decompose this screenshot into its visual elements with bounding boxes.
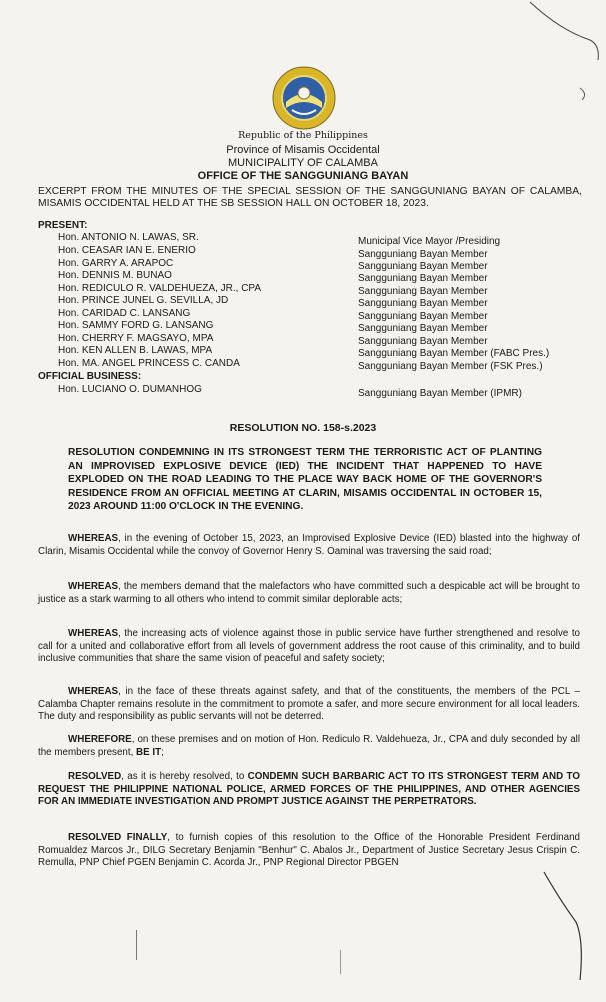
paragraph-text: , the increasing acts of violence against those in public service have further strengthened and resolve to call for a united and collaborative effort from all levels of government address the root cause of this criminality, and to build inclusive communities that share the same vision of peaceful and safety society; xyxy=(38,628,580,664)
paragraph-text: , in the evening of October 15, 2023, an Improvised Explosive Device (IED) blasted into the highway of Clarin, Misamis Occidental while the convoy of Governor Henry S. Oaminal was traversing the said road; xyxy=(38,533,580,557)
member-name: Hon. DENNIS M. BUNAO xyxy=(58,270,172,281)
member-name: Hon. LUCIANO O. DUMANHOG xyxy=(58,384,202,395)
whereas-paragraph xyxy=(38,628,580,666)
whereas-paragraph xyxy=(38,581,580,606)
office-line: OFFICE OF THE SANGGUNIANG BAYAN xyxy=(197,170,409,182)
whereas-paragraph xyxy=(38,686,580,724)
municipality-line: MUNICIPALITY OF CALAMBA xyxy=(228,157,378,169)
paragraph-tail: ; xyxy=(161,746,164,758)
member-name: Hon. SAMMY FORD G. LANSANG xyxy=(58,320,214,331)
member-position: Sangguniang Bayan Member xyxy=(358,298,488,309)
member-position: Sangguniang Bayan Member (IPMR) xyxy=(358,388,522,399)
resolved-finally-paragraph xyxy=(38,832,580,870)
member-name: Hon. KEN ALLEN B. LAWAS, MPA xyxy=(58,345,213,356)
member-position: Sangguniang Bayan Member xyxy=(358,249,488,260)
member-position: Sangguniang Bayan Member xyxy=(358,273,488,284)
member-position: Sangguniang Bayan Member xyxy=(358,261,488,272)
member-name: Hon. PRINCE JUNEL G. SEVILLA, JD xyxy=(58,295,229,306)
member-position: Sangguniang Bayan Member (FABC Pres.) xyxy=(358,348,550,359)
paragraph-lead: RESOLVED xyxy=(68,771,122,782)
province-line: Province of Misamis Occidental xyxy=(226,144,380,156)
paragraph-lead: WHEREAS xyxy=(68,533,119,544)
member-position: Sangguniang Bayan Member xyxy=(358,286,488,297)
member-position: Sangguniang Bayan Member xyxy=(358,323,488,334)
member-name: Hon. CEASAR IAN E. ENERIO xyxy=(58,245,196,256)
paragraph-lead: WHEREAS xyxy=(68,581,119,592)
scan-line xyxy=(136,930,137,960)
scan-line xyxy=(340,950,341,974)
member-position: Sangguniang Bayan Member xyxy=(358,336,488,347)
paragraph-bold-text: BE IT xyxy=(136,746,162,758)
pen-mark-bottom-right xyxy=(540,870,606,1002)
paragraph-text: , as it is hereby resolved, to xyxy=(121,771,248,782)
member-position: Municipal Vice Mayor /Presiding xyxy=(358,236,501,247)
member-name: Hon. REDICULO R. VALDEHUEZA, JR., CPA xyxy=(58,283,262,294)
member-name: Hon. MA. ANGEL PRINCESS C. CANDA xyxy=(58,358,240,369)
present-label: PRESENT: xyxy=(38,220,88,231)
wherefore-paragraph xyxy=(38,734,580,759)
member-name: Hon. GARRY A. ARAPOC xyxy=(58,258,174,269)
member-name: Hon. CARIDAD C. LANSANG xyxy=(58,308,191,319)
member-position: Sangguniang Bayan Member (FSK Pres.) xyxy=(358,361,543,372)
member-name: Hon. CHERRY F. MAGSAYO, MPA xyxy=(58,333,214,344)
pen-mark-top-right xyxy=(520,0,606,110)
member-position: Sangguniang Bayan Member xyxy=(358,311,488,322)
paragraph-lead: WHEREAS xyxy=(68,628,119,639)
municipal-seal-icon xyxy=(272,66,336,130)
resolution-number: RESOLUTION NO. 158-s.2023 xyxy=(229,422,377,434)
paragraph-lead: WHEREAS xyxy=(68,686,119,697)
whereas-paragraph xyxy=(38,533,580,558)
resolution-title: RESOLUTION CONDEMNING IN ITS STRONGEST TERM THE TERRORISTIC ACT OF PLANTING AN IMPROVISED EXPLOSIVE DEVICE (IED) THE INCIDENT THAT HAPPENED TO HAVE EXPLODED ON THE ROAD LEADING TO THE PLACE WAY BACK HOME OF THE GOVERNOR'S RESIDENCE FROM AN OFFICIAL MEETING AT CLARIN, MISAMIS OCCIDENTAL IN OCTOBER 15, 2023 AROUND 11:00 O'CLOCK IN THE EVENING. xyxy=(68,447,542,512)
paragraph-text: , in the face of these threats against safety, and that of the constituents, the members of the PCL – Calamba Chapter remains resolute in the commitment to promote a safer, and more secure environment for all local leaders. The duty and responsibility as public servants will not be deterred. xyxy=(38,686,580,722)
paragraph-lead: WHEREFORE xyxy=(68,734,132,745)
resolved-paragraph xyxy=(38,771,580,809)
paragraph-text: , on these premises and on motion of Hon. Rediculo R. Valdehueza, Jr., CPA and duly seconded by all the members present, xyxy=(38,734,580,758)
paragraph-bold-text: CONDEMN SUCH BARBARIC ACT TO ITS STRONGEST TERM AND TO REQUEST THE PHILIPPINE NATIONAL POLICE, ARMED FORCES OF THE PHILIPPINES, AND OTHER AGENCIES FOR AN IMMEDIATE INVESTIGATION AND PROMPT JUSTICE AGAINST THE PERPETRATORS. xyxy=(38,771,580,807)
official-business-label: OFFICIAL BUSINESS: xyxy=(38,371,142,382)
member-name: Hon. ANTONIO N. LAWAS, SR. xyxy=(58,232,199,243)
republic-line: Republic of the Philippines xyxy=(238,130,368,141)
paragraph-text: , to furnish copies of this resolution to the Office of the Honorable President Ferdinand Romualdez Marcos Jr., DILG Secretary Benjamin "Benhur" C. Abalos Jr., Department of Justice Secretary Jesus Crispin C. Remulla, PNP Chief PGEN Benjamin C. Acorda Jr., PNP Regional Director PBGEN xyxy=(38,832,580,868)
excerpt-heading: EXCERPT FROM THE MINUTES OF THE SPECIAL SESSION OF THE SANGGUNIANG BAYAN OF CALAMBA, MISAMIS OCCIDENTAL HELD AT THE SB SESSION HALL ON OCTOBER 18, 2023. xyxy=(38,186,582,209)
paragraph-text: , the members demand that the malefactors who have committed such a despicable act will be brought to justice as a stark warming to all others who intend to commit similar deplorable acts; xyxy=(38,581,580,605)
paragraph-lead: RESOLVED FINALLY xyxy=(68,832,168,843)
